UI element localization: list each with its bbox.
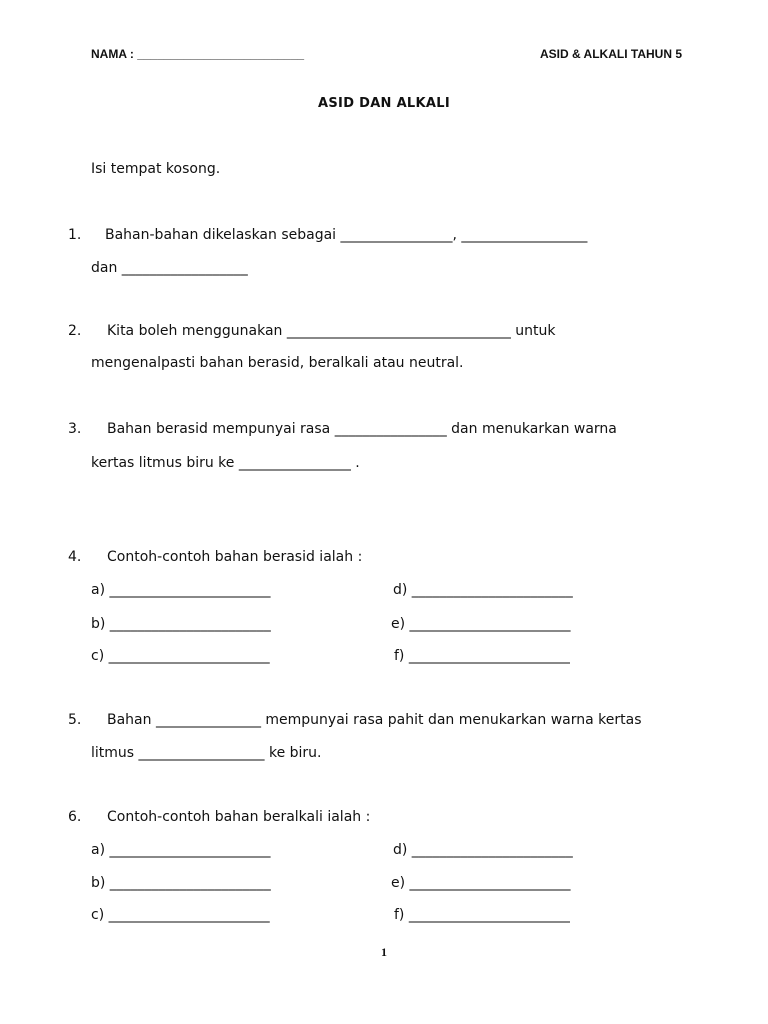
question-4-option-b: b) _______________________ <box>91 616 271 632</box>
question-4-option-f: f) _______________________ <box>394 648 570 664</box>
question-6-option-d: d) _______________________ <box>393 842 573 858</box>
question-3-number: 3. <box>68 421 82 437</box>
question-4-line1: Contoh-contoh bahan berasid ialah : <box>107 549 363 565</box>
question-6-option-f: f) _______________________ <box>394 907 570 923</box>
question-5-line1: Bahan _______________ mempunyai rasa pahit dan menukarkan warna kertas <box>107 712 642 728</box>
question-2-number: 2. <box>68 323 82 339</box>
question-1-line1: Bahan-bahan dikelaskan sebagai ________________, __________________ <box>105 227 588 243</box>
question-5-number: 5. <box>68 712 82 728</box>
question-2-line1: Kita boleh menggunakan ________________________________ untuk <box>107 323 556 339</box>
question-3-line2: kertas litmus biru ke ________________ . <box>91 455 360 471</box>
question-6-option-b: b) _______________________ <box>91 875 271 891</box>
question-6-option-e: e) _______________________ <box>391 875 571 891</box>
page-number: 1 <box>381 945 387 959</box>
question-6-option-a: a) _______________________ <box>91 842 271 858</box>
question-5-line2: litmus __________________ ke biru. <box>91 745 322 761</box>
question-4-option-d: d) _______________________ <box>393 582 573 598</box>
question-3-line1: Bahan berasid mempunyai rasa ________________ dan menukarkan warna <box>107 421 617 437</box>
question-6-line1: Contoh-contoh bahan beralkali ialah : <box>107 809 371 825</box>
question-2-line2: mengenalpasti bahan berasid, beralkali atau neutral. <box>91 355 464 371</box>
subject-header: ASID & ALKALI TAHUN 5 <box>540 47 682 61</box>
question-4-number: 4. <box>68 549 82 565</box>
question-1-line2: dan __________________ <box>91 260 248 276</box>
name-field-label: NAMA : _________________________ <box>91 47 305 61</box>
instruction: Isi tempat kosong. <box>91 161 221 177</box>
question-1-number: 1. <box>68 227 82 243</box>
question-4-option-c: c) _______________________ <box>91 648 270 664</box>
question-6-option-c: c) _______________________ <box>91 907 270 923</box>
question-4-option-a: a) _______________________ <box>91 582 271 598</box>
question-6-number: 6. <box>68 809 82 825</box>
question-4-option-e: e) _______________________ <box>391 616 571 632</box>
page-title: ASID DAN ALKALI <box>318 96 450 111</box>
